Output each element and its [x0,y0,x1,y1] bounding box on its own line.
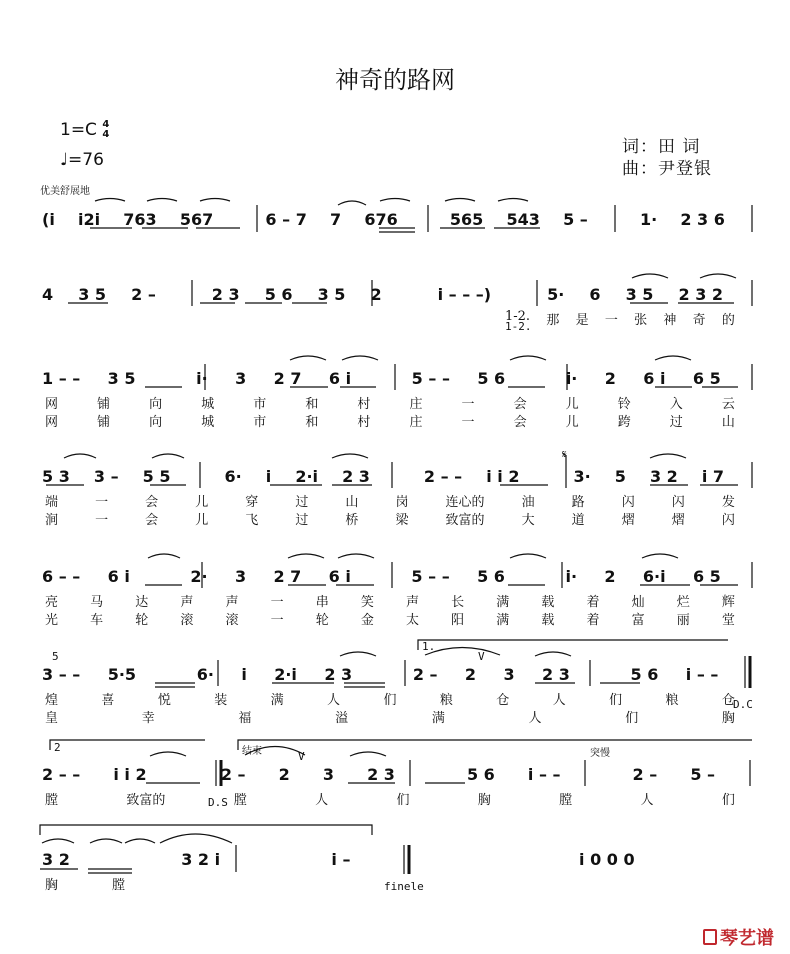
barline-glyph [462,850,468,869]
lyric-syllable: 们 [383,693,397,708]
lyric-syllable: 马 [90,595,104,610]
barline-glyph [163,665,169,684]
note-group: 6· [224,467,242,486]
lyric-syllable: 路 [571,495,585,510]
lyric-syllable: 庄 [409,397,423,412]
lyric-syllable: 会 [513,415,527,430]
lyric-syllable: 庄 [409,415,423,430]
lyric-syllable: 一 [270,595,284,610]
note-group: 5 – – [411,567,450,586]
lyric-syllable: 声 [180,595,194,610]
lyric-syllable: 城 [201,415,215,430]
barline-glyph [748,765,754,784]
lyric-syllable: 熠 [671,513,685,528]
lyric-syllable: 一 [604,313,618,328]
lyric-syllable: 烂 [676,595,690,610]
note-group: i 0 0 0 [579,850,635,869]
barline-glyph [748,210,754,229]
note-group: 3 [234,567,247,586]
note-group: 2 [278,765,290,784]
lyric-syllable: 粮 [439,693,453,708]
note-group: i· [565,369,578,388]
lyric-syllable: 油 [521,495,535,510]
lyric-row [45,689,735,708]
lyric-syllable: 端 [45,495,59,510]
lyric-syllable: 过 [295,495,309,510]
note-group: 4 [42,285,54,304]
lyric-syllable: 满 [270,693,284,708]
lyric-row [45,707,735,726]
lyric-syllable: 飞 [245,513,259,528]
lyric-syllable: 胸 [477,793,491,808]
lyric-syllable: 亮 [45,595,59,610]
lyric-syllable: 长 [451,595,465,610]
barline-glyph [394,467,400,486]
note-group: 2 3 2 [678,285,724,304]
volta-1: 1. [422,640,436,653]
lyric-syllable: 轮 [315,613,329,628]
tempo-marking: ♩=76 [60,150,104,170]
note-group: 543 [506,210,540,229]
lyric-syllable: 装 [214,693,228,708]
lyric-syllable: 金 [360,613,374,628]
barline-glyph [180,765,188,784]
note-group: 2 [604,369,616,388]
lyric-syllable: 胸 [45,878,59,893]
lyric-syllable: 儿 [565,397,579,412]
time-top: 4 [102,119,110,130]
barline-glyph [428,765,434,784]
note-group: 763 [123,210,157,229]
lyric-syllable: 发 [721,495,735,510]
note-group: 3 2 [42,850,70,869]
note-group: 2 [370,285,382,304]
lyric-syllable: 满 [431,711,445,726]
lyric-syllable: 城 [201,397,215,412]
note-group: i – – –) [437,285,492,304]
lyric-syllable: 一 [461,415,475,430]
note-group: 3· [573,467,591,486]
barline-glyph [195,467,201,486]
lyric-syllable: 满 [496,595,510,610]
lyric-syllable: 富 [631,613,645,628]
lyric-syllable: 仓 [721,693,735,708]
lyric-syllable: 膛 [111,878,125,893]
lyric-row [45,591,735,610]
lyric-syllable: 载 [541,613,555,628]
lyric-syllable: 人 [552,693,566,708]
note-group: 6 – – [42,567,81,586]
note-group: 3 5 [78,285,107,304]
note-group: 5 3 [42,467,70,486]
note-group: 2 7 [273,369,302,388]
note-group: i – – [527,765,561,784]
note-group: 2 [604,567,616,586]
lyric-syllable: 1-2. [505,309,531,324]
note-group: 2 3 [324,665,353,684]
lyric-syllable: 山 [345,495,359,510]
note-group: 2 3 [542,665,570,684]
lyric-syllable: 声 [225,595,239,610]
note-group: 5 6 [477,567,505,586]
lyric-syllable: 云 [721,397,735,412]
verse-number: 1-2. [505,320,532,333]
lyric-syllable: 串 [315,595,329,610]
notation-row [42,665,754,684]
notation-row [42,765,754,784]
note-group: 6 i [107,567,130,586]
lyric-syllable: 车 [90,613,104,628]
lyric-syllable: 载 [541,595,555,610]
note-group: 5·5 [107,665,137,684]
lyric-syllable: 和 [305,415,319,430]
note-group: 6 i [643,369,666,388]
barline-glyph [181,285,187,304]
barline-glyph [746,850,754,869]
composer-credit: 曲：尹登银 [622,159,712,179]
lyric-syllable: 向 [149,415,163,430]
lyric-syllable: 儿 [195,513,209,528]
note-group: 3 2 i [181,850,221,869]
note-group: 5 – [563,210,588,229]
notation-row [42,850,754,869]
note-group: i· [196,369,208,388]
note-group: 2 3 [367,765,395,784]
segno-sign: 𝄋 [562,448,567,461]
lyric-syllable: 儿 [565,415,579,430]
lyric-syllable: 儿 [195,495,209,510]
note-group: i i 2 [113,765,147,784]
site-logo [703,924,774,950]
note-group: i – [331,850,351,869]
lyric-row [45,509,735,528]
lyric-row [45,491,735,510]
lyric-syllable: 铺 [97,415,111,430]
lyric-syllable: 闪 [671,495,685,510]
lyric-syllable: 入 [669,397,683,412]
barline-glyph [748,567,754,586]
note-group: 5 6 [477,369,506,388]
lyric-syllable: 闪 [621,495,635,510]
lyric-syllable: 们 [396,793,410,808]
lyric-syllable: 着 [586,595,600,610]
lyric-syllable: 网 [45,397,59,412]
lyric-syllable: 笑 [360,595,374,610]
note-group: 2 – – [423,467,463,486]
lyric-syllable: 是 [575,313,589,328]
note-group: 3 [235,369,247,388]
lyric-syllable: 膛 [45,793,59,808]
lyric-syllable: 膛 [233,793,247,808]
note-group: i – – [685,665,719,684]
lyric-syllable: 铃 [617,397,631,412]
lyric-syllable: 达 [135,595,149,610]
lyric-syllable: 溢 [335,711,349,726]
note-group: 6· [196,665,214,684]
barline-glyph [163,369,169,388]
barline-glyph [533,369,539,388]
key-text: 1=C [60,120,97,140]
notation-row [42,567,754,586]
lyric-syllable: 梁 [395,513,409,528]
barline-glyph [597,665,603,684]
barline-glyph [748,285,754,304]
barline-glyph [378,567,384,586]
barline-glyph [380,665,386,684]
lyric-syllable: 致富的 [445,513,485,528]
note-group: 6 i [328,567,351,586]
lyric-syllable: 轮 [135,613,149,628]
note-group: 6 i [328,369,352,388]
note-group: 6·i [642,567,666,586]
end-label: 结束 [242,746,262,757]
barline-glyph [157,567,163,586]
note-group: 3 5 [107,369,136,388]
note-group: 5 6 [466,765,495,784]
lyric-row [45,874,125,893]
note-group: 2 3 6 [680,210,725,229]
coda-sign: 5 [52,650,59,663]
lyric-syllable: 太 [406,613,420,628]
lyric-syllable: 丽 [676,613,690,628]
lyric-syllable: 致富的 [126,793,166,808]
note-group: 2 – – [42,765,81,784]
note-group: 2 – [632,765,658,784]
logo-text: 琴艺谱 [720,928,774,949]
barline-glyph [236,210,242,229]
breath-mark: V [478,650,485,663]
note-group: 2 – [412,665,438,684]
note-group: 2·i [295,467,319,486]
note-group: i2i [77,210,101,229]
note-group: i 7 [701,467,725,486]
note-group: 567 [179,210,214,229]
lyric-syllable: 膛 [559,793,573,808]
note-group: 5 6 [630,665,659,684]
lyric-syllable: 人 [315,793,329,808]
note-group: 5 – – [411,369,450,388]
lyric-syllable: 跨 [617,415,631,430]
note-group: i [241,665,247,684]
time-bottom: 4 [102,129,110,140]
lyric-row [45,411,735,430]
lyric-syllable: 人 [327,693,341,708]
lyric-row [45,609,735,628]
expression-mark: 优美舒展地 [40,186,90,197]
note-group: 3 [503,665,515,684]
lyric-syllable: 过 [295,513,309,528]
lyric-syllable: 粮 [665,693,679,708]
lyric-row [505,309,735,328]
note-group: 2 [464,665,477,684]
note-group: 5 5 [142,467,171,486]
lyric-syllable: 人 [528,711,542,726]
lyric-syllable: 堂 [721,613,735,628]
lyric-syllable: 奇 [692,313,706,328]
lyric-syllable: 道 [571,513,585,528]
note-group: i [265,467,272,486]
lyric-syllable: 向 [149,397,163,412]
lyric-syllable: 悦 [157,693,171,708]
notation-row [42,210,754,229]
lyric-syllable: 神 [663,313,677,328]
lyric-syllable: 们 [609,693,623,708]
barline-glyph [746,665,754,684]
note-group: 6 – 7 [265,210,307,229]
lyric-syllable: 滚 [180,613,194,628]
ritard-mark: 突慢 [590,748,610,759]
lyric-syllable: 涧 [45,513,59,528]
lyric-syllable: 一 [95,495,109,510]
page-title: 神奇的路网 [335,66,455,94]
lyric-row [45,789,735,808]
note-group: i i 2 [486,467,520,486]
note-group: 1 – – [42,369,81,388]
note-group: 2· [190,567,208,586]
lyric-syllable: 桥 [345,513,359,528]
note-group: 3 – – [42,665,81,684]
lyric-syllable: 岗 [395,495,409,510]
lyric-syllable: 铺 [97,397,111,412]
lyric-syllable: 山 [721,415,735,430]
lyric-syllable: 一 [461,397,475,412]
note-group: i· [565,567,578,586]
barline-glyph [748,369,754,388]
lyric-syllable: 一 [270,613,284,628]
lyric-syllable: 穿 [245,495,259,510]
lyric-syllable: 满 [496,613,510,628]
note-group: 1· [639,210,658,229]
lyric-syllable: 村 [357,397,371,412]
lyric-syllable: 幸 [141,711,155,726]
note-group: 2 – [220,765,246,784]
note-group: 2 – [131,285,156,304]
lyric-syllable: 们 [625,711,639,726]
breath-mark-2: V [298,750,305,763]
note-group: 6 5 [692,369,721,388]
lyric-syllable: 会 [513,397,527,412]
lyric-syllable: 声 [406,595,420,610]
lyric-syllable: 和 [305,397,319,412]
notation-row [42,467,754,486]
volta-2: 2 [54,741,61,754]
lyric-syllable: 滚 [225,613,239,628]
note-group: 2 3 [211,285,240,304]
notation-row [42,369,754,388]
lyric-row [45,393,735,412]
lyric-syllable: 皇 [45,711,59,726]
lyric-syllable: 大 [521,513,535,528]
note-group: 7 [330,210,342,229]
lyric-syllable: 连心的 [445,495,485,510]
lyric-syllable: 阳 [451,613,465,628]
note-group: 2 3 [342,467,370,486]
note-group: 5 [614,467,626,486]
lyric-syllable: 光 [45,613,59,628]
note-group: 3 2 [649,467,678,486]
lyric-syllable: 福 [238,711,252,726]
note-group: 3 5 [625,285,654,304]
note-group: 5· [547,285,565,304]
lyric-syllable: 仓 [496,693,510,708]
piano-key-icon [703,929,717,945]
note-group: 676 [364,210,398,229]
lyric-syllable: 熠 [621,513,635,528]
lyricist-credit: 词：田 词 [622,137,701,157]
lyric-syllable: 闪 [721,513,735,528]
barline-glyph [748,467,754,486]
lyric-syllable: 张 [634,313,648,328]
lyric-syllable: 那 [546,313,560,328]
lyric-syllable: 市 [253,415,267,430]
lyric-syllable: 的 [721,313,735,328]
note-group: 565 [449,210,484,229]
barline-glyph [516,285,522,304]
lyric-syllable: 喜 [101,693,115,708]
note-group: 6 [589,285,601,304]
note-group: 5 6 [264,285,293,304]
note-group: 5 – [690,765,716,784]
lyric-syllable: 们 [721,793,735,808]
note-group: 3 [322,765,334,784]
barline-glyph [407,285,413,304]
lyric-syllable: 人 [640,793,654,808]
lyric-syllable: 市 [253,397,267,412]
lyric-syllable: 会 [145,495,159,510]
lyric-syllable: 着 [586,613,600,628]
lyric-syllable: 会 [145,513,159,528]
note-group: 6 5 [692,567,721,586]
lyric-syllable: 过 [669,415,683,430]
barline-glyph [421,210,427,229]
notation-row [42,285,754,304]
barline-glyph [611,210,617,229]
barline-glyph [378,369,384,388]
lyric-syllable: 网 [45,415,59,430]
fine-mark: finele [384,880,424,893]
lyric-syllable: 村 [357,415,371,430]
note-group: 2 7 [273,567,302,586]
dc-mark: D.C [733,698,753,711]
note-group: 3 5 [317,285,346,304]
lyric-syllable: 灿 [631,595,645,610]
lyric-syllable: 胸 [721,711,735,726]
lyric-syllable: 辉 [721,595,735,610]
lyric-syllable: 一 [95,513,109,528]
note-group: 3 – [93,467,119,486]
barline-glyph [594,765,600,784]
ds-mark: D.S [208,796,228,809]
note-group: 2·i [274,665,297,684]
barline-glyph [544,467,550,486]
note-group: (i [42,210,55,229]
barline-glyph [532,567,538,586]
lyric-syllable: 煌 [45,693,59,708]
